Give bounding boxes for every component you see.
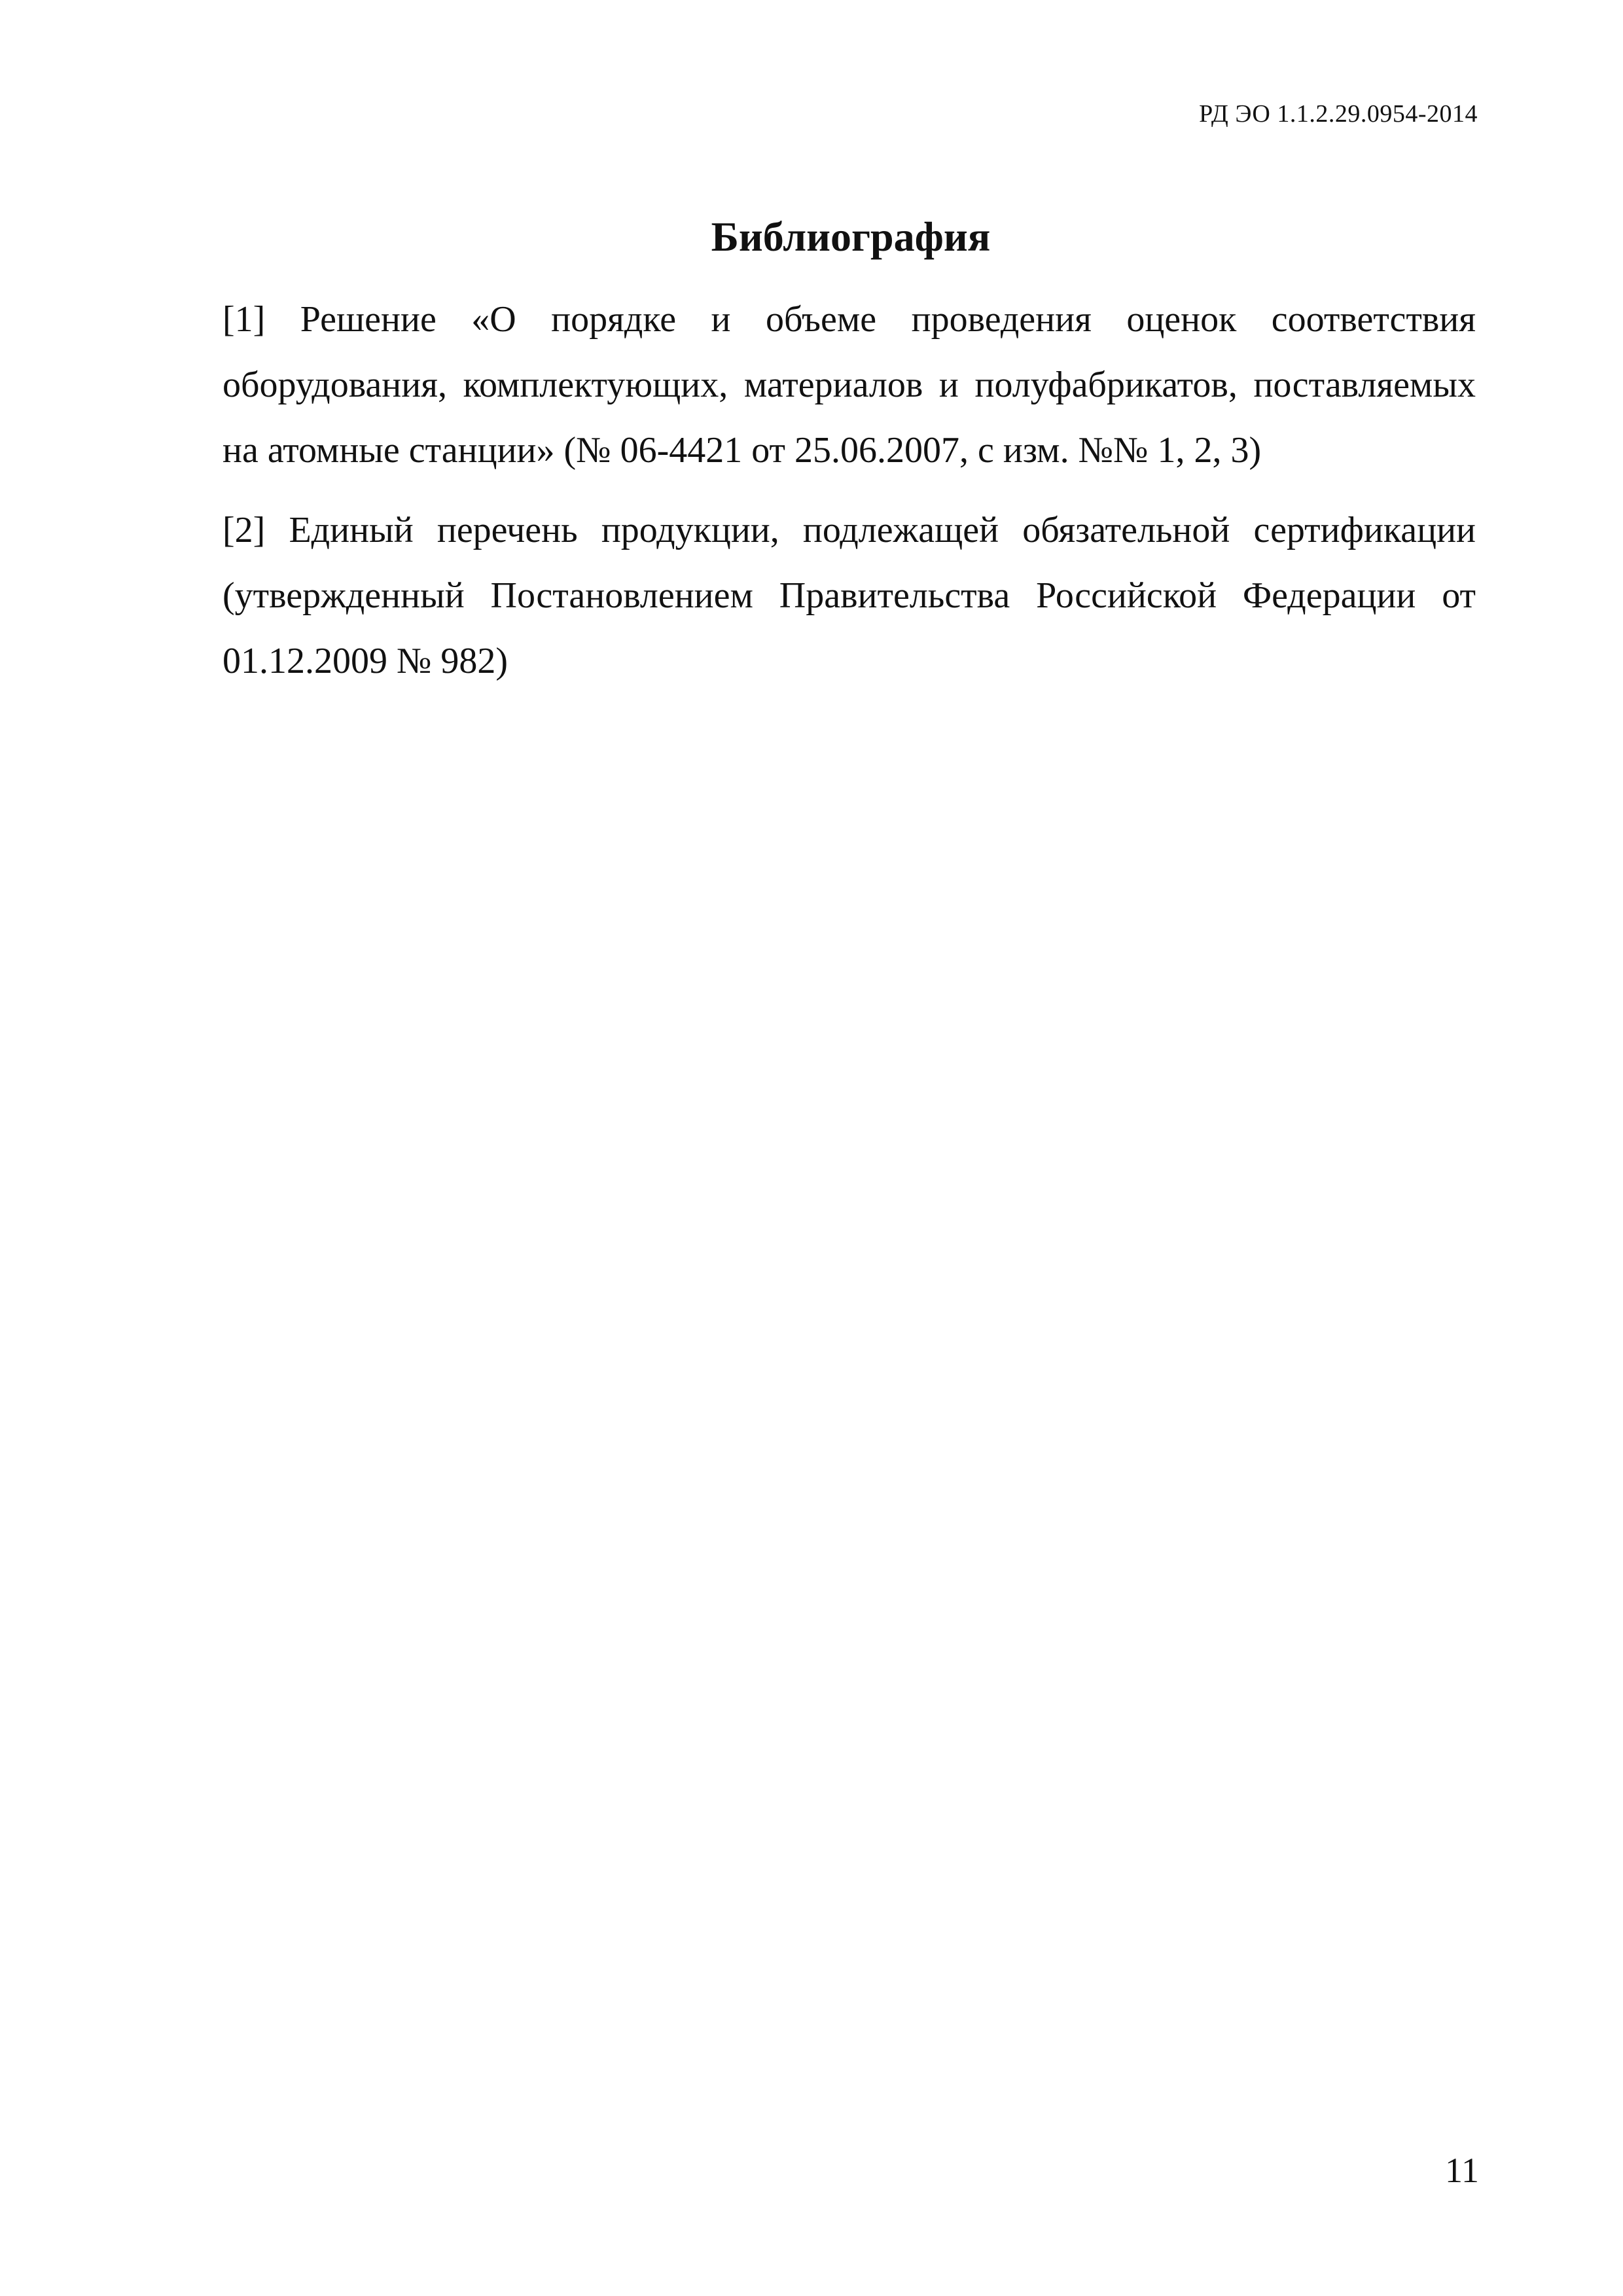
document-code: РД ЭО 1.1.2.29.0954-2014 xyxy=(1199,100,1478,128)
bibliography-entry-1: [1] Решение «О порядке и объеме проведения оценок соответствия оборудования, комплектующих, материалов и полуфабрикатов, поставляемых на атомные станции» (№ 06-4421 от 25.06.2007, с изм. №№ 1, 2, 3) xyxy=(223,299,1476,471)
page-number: 11 xyxy=(1445,2151,1479,2190)
page-title: Библиография xyxy=(711,213,991,260)
bibliography-entry-2: [2] Единый перечень продукции, подлежащей обязательной сертификации (утвержденный Постановлением Правительства Российской Федерации от 01.12.2009 № 982) xyxy=(223,510,1476,681)
bibliography-list xyxy=(223,287,1476,708)
